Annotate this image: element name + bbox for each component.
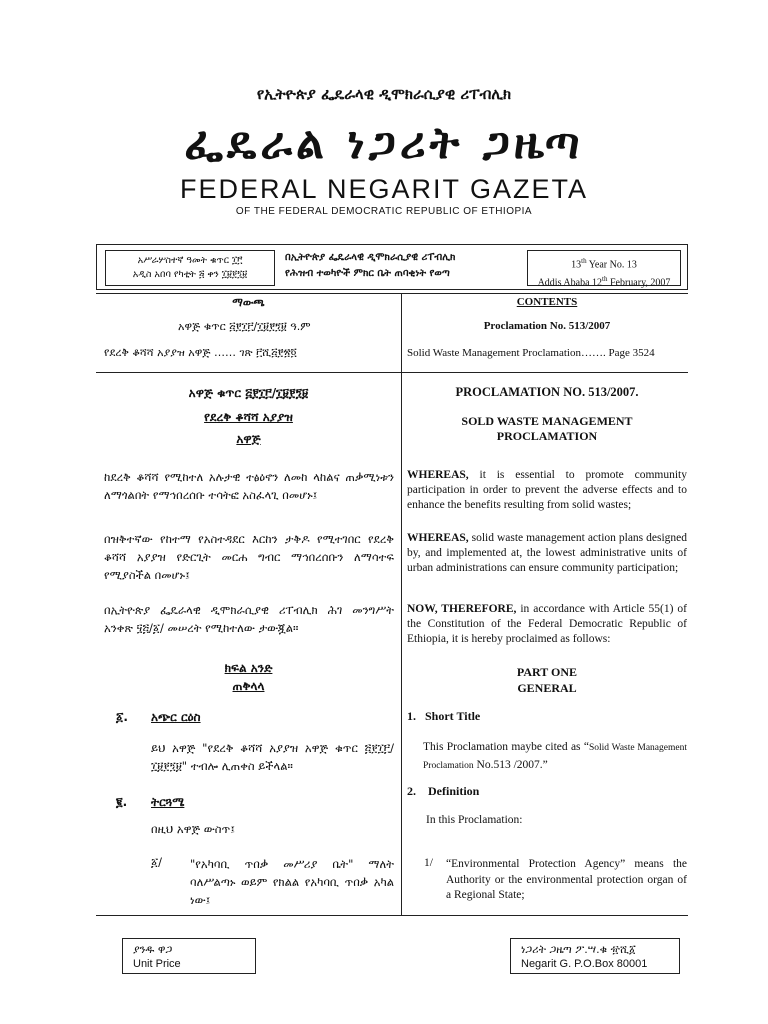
issue-year-english: [528, 254, 680, 272]
contents-bottom-rule: [96, 372, 688, 373]
issue-year-amharic: አሥራሦስተኛ ዓመት ቁጥር ፲፫: [137, 255, 243, 266]
preamble-paragraph-2-amharic: በዝቅተኛው የከተማ የአስተዳደር እርከን ታቅዶ የሚተገበር የደረቅ ቆሻሻ አያያዝ የድርጊት መርሐ ግብር ማኅበረሰቡን ለማሳተፍ የሚያስችል በመሆኑ፤: [104, 532, 394, 582]
general-label: GENERAL: [517, 681, 577, 695]
proclamation-number-english: PROCLAMATION NO. 513/2007.: [455, 385, 639, 399]
gazette-title-english: FEDERAL NEGARIT GAZETA: [179, 174, 589, 204]
gazette-title-amharic: ፌዴራል ነጋሪት ጋዜጣ: [184, 118, 584, 169]
whereas-1-text: it is essential to promote community participation in order to prevent the adverse effects and to enhance the benefits resulting from solid wastes;: [407, 469, 687, 511]
whereas-2-text: solid waste management action plans designed by, and implemented at, the lowest administrative units of urban administrations can ensure community participation;: [407, 532, 687, 574]
unit-price-box: [122, 938, 256, 974]
contents-entry-amharic[interactable]: የደረቅ ቆሻሻ አያያዝ አዋጅ …… ገጽ ፫ሺ፭፻፳፬: [104, 346, 297, 359]
section-1-title-amharic: አጭር ርዕስ: [151, 710, 201, 724]
preamble-paragraph-3-amharic: በኢትዮጵያ ፌዴራላዊ ዲሞክራሲያዊ ሪፐብሊክ ሕገ መንግሥት አንቀጽ ፶፭/፩/ መሠረት የሚከተለው ታውጇል።: [104, 603, 394, 635]
preamble-paragraph-1-amharic: ከደረቅ ቆሻሻ የሚከተለ አሉታዊ ተፅዕኖን ለመከ ላከልና ጠቃሚነቱን ለማጎልበት የማኅበረሰቡ ተሳትፎ አስፈላጊ በመሆኑ፤: [104, 470, 394, 502]
po-box-box: [510, 938, 680, 974]
short-title-a: This Proclamation maybe cited as “: [423, 741, 589, 753]
issue-year-text: Year No. 13: [586, 259, 637, 271]
therefore-lead: NOW, THEREFORE,: [407, 603, 517, 615]
section-2-title-english: 2. Definition: [407, 784, 480, 798]
preamble-paragraph-3-english: [407, 602, 687, 647]
definition-1-body-english: “Environmental Protection Agency” means the Authority or the environmental protection organ of a Regional State;: [446, 858, 687, 901]
section-2-intro-english: In this Proclamation:: [426, 814, 523, 826]
section-1-body-amharic: ይህ አዋጅ "የደረቅ ቆሻሻ አያያዝ አዋጅ ቁጥር ፭፻፲፫/፲፱፻፺፱" ተብሎ ሊጠቀስ ይችላል።: [151, 741, 394, 773]
preamble-paragraph-1-english: [407, 468, 687, 513]
preamble-paragraph-2-english: [407, 531, 687, 576]
section-1-number-amharic: ፩.: [116, 710, 128, 724]
section-2-number-amharic: ፪.: [116, 795, 128, 809]
proclamation-number-amharic: አዋጅ ቁጥር ፭፻፲፫/፲፱፻፺፱: [188, 386, 309, 400]
authority-line-2: የሕዝብ ተወካዮች ምክር ቤት ጠባቂነት የወጣ: [285, 268, 450, 279]
contents-heading-english: CONTENTS: [516, 296, 578, 308]
po-box-amharic: ነጋሪት ጋዜጣ ፖ.ሣ.ቁ ፹ሺ፩: [521, 943, 636, 956]
issue-year-num: 13: [571, 259, 582, 271]
section-1-body-english: [423, 739, 687, 775]
part-one-label: PART ONE: [516, 665, 578, 679]
section-2-title-amharic: ትርጓሜ: [151, 795, 185, 809]
issue-date-prefix: Addis Ababa 12: [537, 277, 603, 289]
proclamation-title-amharic: የደረቅ ቆሻሻ አያያዝ: [204, 410, 293, 424]
contents-entry-english[interactable]: Solid Waste Management Proclamation……. Page 3524: [407, 347, 655, 359]
unit-price-amharic: ያንዱ ዋጋ: [133, 943, 173, 956]
issue-date-suffix: February, 2007: [607, 277, 671, 289]
issue-date-sup: th: [602, 275, 608, 284]
part-heading-amharic: ክፍል አንድ: [224, 661, 273, 675]
short-title-c: No.513 /2007.”: [473, 759, 548, 771]
general-heading-amharic: ጠቅላላ: [232, 679, 265, 693]
page-bottom-rule: [96, 915, 688, 916]
contents-proclamation-amharic: አዋጅ ቁጥር ፭፻፲፫/፲፱፻፺፱ ዓ.ም: [178, 320, 311, 333]
po-box-english: Negarit G. P.O.Box 80001: [521, 958, 648, 970]
authority-line-1: በኢትዮጵያ ፌዴራላዊ ዲሞክራሲያዊ ሪፐብሊክ: [285, 252, 456, 263]
whereas-1-lead: WHEREAS,: [407, 469, 469, 481]
section-2-intro-amharic: በዚህ አዋጅ ውስጥ፤: [151, 822, 236, 836]
proclamation-type-amharic: አዋጅ: [236, 432, 261, 446]
contents-proclamation-english: Proclamation No. 513/2007: [483, 320, 611, 332]
issue-date-amharic: አዲስ አበባ የካቲት ፭ ቀን ፲፱፻፺፱: [132, 269, 248, 280]
short-title-b: Solid Waste Management Proclamation: [423, 743, 687, 771]
issue-year-sup: th: [581, 257, 587, 265]
part-heading-english: [401, 664, 693, 696]
contents-heading-amharic: ማውጫ: [232, 296, 265, 309]
definition-1-number-amharic: ፩/: [151, 855, 162, 869]
unit-price-english: Unit Price: [133, 958, 181, 970]
contents-top-rule: [96, 293, 688, 294]
definition-1-body-amharic: "የአካባቢ ጥበቃ መሥሪያ ቤት" ማለት ባለሥልጣኑ ወይም የክልል የአካባቢ ጥበቃ አካል ነው፤: [190, 857, 394, 907]
title-line-2: PROCLAMATION: [496, 429, 598, 443]
definition-1-number-english: 1/: [424, 857, 433, 869]
proclamation-title-english: [401, 414, 693, 444]
section-1-title-english: 1. Short Title: [407, 709, 481, 723]
therefore-text: in accordance with Article 55(1) of the Constitution of the Federal Democratic Republic of Ethiopia, it is hereby proclaimed as follows:: [407, 603, 687, 645]
issue-date-english: [528, 272, 680, 290]
gazette-subtitle-english: OF THE FEDERAL DEMOCRATIC REPUBLIC OF ETHIOPIA: [235, 206, 533, 217]
whereas-2-lead: WHEREAS,: [407, 532, 469, 544]
issue-number-box-amharic: [105, 250, 275, 286]
title-line-1: SOLD WASTE MANAGEMENT: [461, 414, 633, 428]
republic-title-amharic: የኢትዮጵያ ፌዴራላዊ ዲሞክራሲያዊ ሪፐብሊክ: [256, 85, 512, 103]
issue-authority-amharic: [285, 250, 525, 282]
issue-number-box-english: [527, 250, 681, 289]
